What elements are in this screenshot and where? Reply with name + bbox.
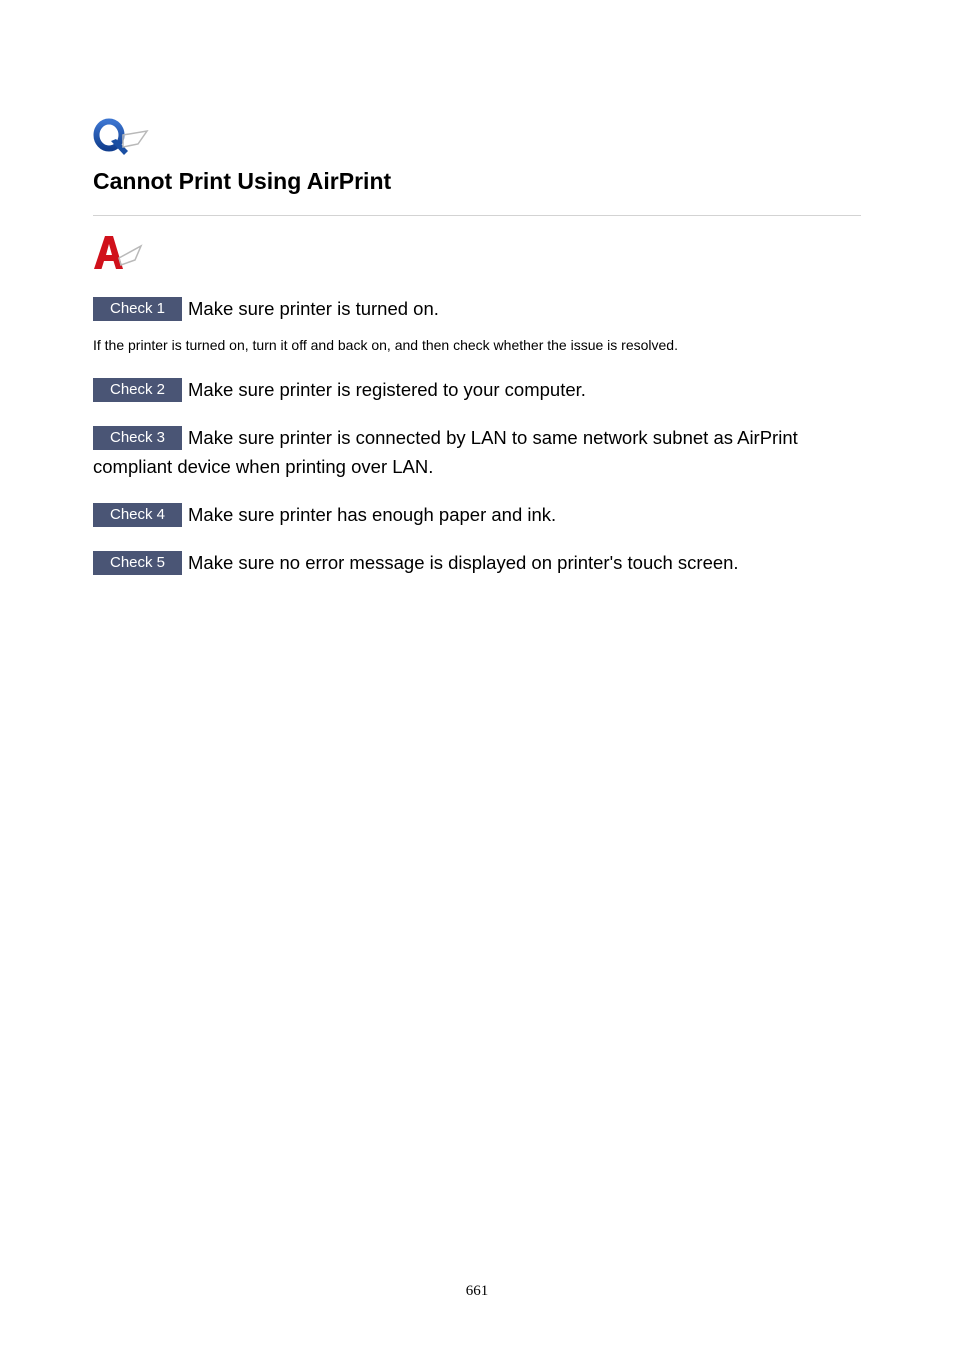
check-badge-3: Check 3	[93, 426, 182, 450]
page-title: Cannot Print Using AirPrint	[93, 168, 392, 194]
check-text-3: Make sure printer is connected by LAN to same network subnet as AirPrint compliant device when printing over LAN.	[93, 427, 798, 477]
a-mark-icon	[93, 234, 143, 272]
check-text-4: Make sure printer has enough paper and ink.	[188, 504, 557, 525]
check-text-1: Make sure printer is turned on.	[188, 298, 439, 319]
check-item-1	[93, 294, 861, 323]
check-item-5	[93, 548, 861, 577]
page-number: 661	[465, 1283, 489, 1299]
check-item-4	[93, 500, 861, 529]
check-badge-2: Check 2	[93, 378, 182, 402]
check-text-5: Make sure no error message is displayed on printer's touch screen.	[188, 552, 739, 573]
check-1-note: If the printer is turned on, turn it off and back on, and then check whether the issue is resolved.	[93, 337, 678, 353]
check-text-2: Make sure printer is registered to your computer.	[188, 379, 586, 400]
q-mark-icon	[93, 117, 149, 159]
title-divider	[93, 215, 861, 216]
check-item-3	[93, 423, 861, 481]
check-badge-4: Check 4	[93, 503, 182, 527]
check-badge-1: Check 1	[93, 297, 182, 321]
check-badge-5: Check 5	[93, 551, 182, 575]
check-item-2	[93, 375, 861, 404]
